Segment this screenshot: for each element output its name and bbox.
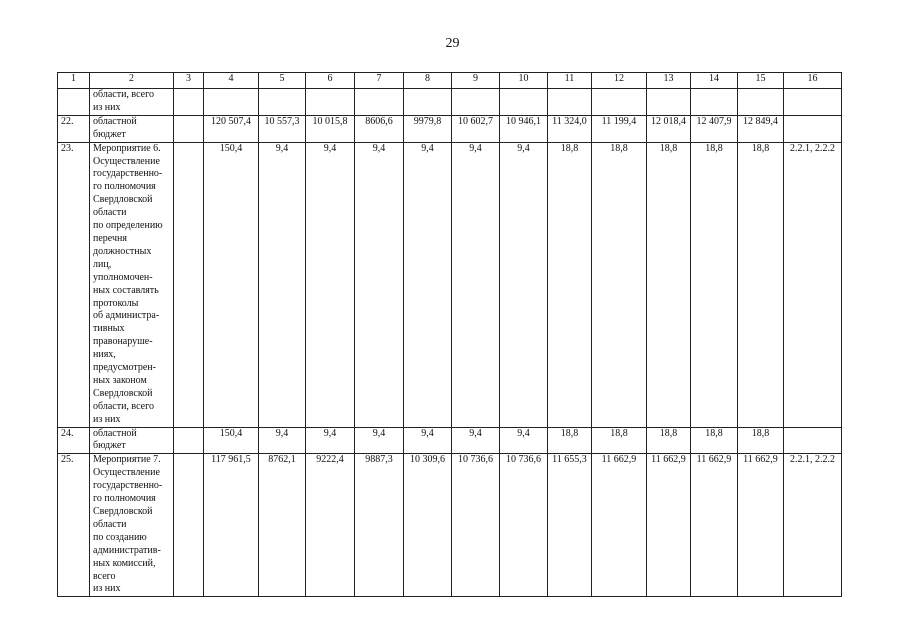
- value-cell: 12 407,9: [691, 115, 738, 142]
- value-cell: 12 849,4: [738, 115, 784, 142]
- row-name-line: уполномочен-: [93, 271, 153, 283]
- column-header: 15: [738, 73, 784, 89]
- row-name-line: Осуществление: [93, 155, 160, 167]
- target-indicators-cell: [784, 115, 842, 142]
- value-cell: 9,4: [259, 142, 306, 427]
- row-number: 25.: [58, 454, 90, 597]
- value-cell: 9,4: [500, 427, 548, 454]
- row-name-line: областной: [93, 427, 137, 439]
- row-number: 23.: [58, 142, 90, 427]
- value-cell: [259, 89, 306, 116]
- row-name-line: бюджет: [93, 128, 126, 140]
- row-name-line: перечня: [93, 232, 127, 244]
- row-name-line: из них: [93, 583, 121, 595]
- row-name-line: тивных: [93, 323, 125, 335]
- row-name-line: го полномочия: [93, 181, 156, 193]
- value-cell: 11 199,4: [592, 115, 647, 142]
- value-cell: 120 507,4: [204, 115, 259, 142]
- value-cell: 10 557,3: [259, 115, 306, 142]
- column-header: 3: [174, 73, 204, 89]
- row-name-line: правонаруше-: [93, 336, 153, 348]
- column-header: 7: [355, 73, 404, 89]
- row-name-line: административ-: [93, 544, 161, 556]
- value-cell: 18,8: [592, 142, 647, 427]
- value-cell: 18,8: [647, 427, 691, 454]
- value-cell: 10 946,1: [500, 115, 548, 142]
- row-name: [90, 89, 174, 116]
- value-cell: 9979,8: [404, 115, 452, 142]
- row-name-line: Свердловской: [93, 506, 153, 517]
- row-name-line: предусмотрен-: [93, 362, 156, 374]
- column-header: 11: [548, 73, 592, 89]
- col-3-cell: [174, 115, 204, 142]
- row-name-line: ных законом: [93, 374, 147, 386]
- value-cell: 9,4: [306, 427, 355, 454]
- column-header: 1: [58, 73, 90, 89]
- column-header: 6: [306, 73, 355, 89]
- column-header: 10: [500, 73, 548, 89]
- value-cell: 150,4: [204, 142, 259, 427]
- column-header: 13: [647, 73, 691, 89]
- table-row: [58, 427, 842, 454]
- column-header: 4: [204, 73, 259, 89]
- value-cell: 18,8: [647, 142, 691, 427]
- table-row: [58, 142, 842, 427]
- row-name-line: ниях,: [93, 349, 116, 361]
- value-cell: [592, 89, 647, 116]
- value-cell: 9,4: [306, 142, 355, 427]
- row-name: [90, 454, 174, 597]
- col-3-cell: [174, 454, 204, 597]
- value-cell: 18,8: [738, 142, 784, 427]
- target-indicators-cell: 2.2.1, 2.2.2: [784, 142, 842, 427]
- row-name-line: должностных: [93, 245, 152, 257]
- value-cell: 9,4: [500, 142, 548, 427]
- value-cell: [647, 89, 691, 116]
- row-name-line: лиц,: [93, 258, 112, 270]
- value-cell: 18,8: [691, 427, 738, 454]
- row-number: [58, 89, 90, 116]
- value-cell: [738, 89, 784, 116]
- row-name-line: областной: [93, 115, 137, 127]
- target-indicators-cell: [784, 89, 842, 116]
- value-cell: 8762,1: [259, 454, 306, 597]
- row-name-line: всего: [93, 570, 116, 582]
- row-name-line: из них: [93, 101, 121, 113]
- value-cell: 117 961,5: [204, 454, 259, 597]
- row-name-line: Осуществление: [93, 467, 160, 479]
- value-cell: 10 736,6: [452, 454, 500, 597]
- value-cell: 11 324,0: [548, 115, 592, 142]
- column-header: 9: [452, 73, 500, 89]
- value-cell: 150,4: [204, 427, 259, 454]
- row-name-line: области: [93, 207, 127, 219]
- value-cell: 11 662,9: [592, 454, 647, 597]
- row-name-line: протоколы: [93, 297, 139, 309]
- value-cell: 9222,4: [306, 454, 355, 597]
- value-cell: [306, 89, 355, 116]
- value-cell: 10 736,6: [500, 454, 548, 597]
- column-header: 8: [404, 73, 452, 89]
- value-cell: 9,4: [404, 427, 452, 454]
- table-row: [58, 89, 842, 116]
- column-header: 14: [691, 73, 738, 89]
- table-row: [58, 454, 842, 597]
- row-name-line: по созданию: [93, 531, 147, 543]
- value-cell: [691, 89, 738, 116]
- row-number: 22.: [58, 115, 90, 142]
- row-name-line: ных составлять: [93, 284, 159, 296]
- table-row: [58, 115, 842, 142]
- row-name-line: Свердловской: [93, 194, 153, 206]
- target-indicators-cell: [784, 427, 842, 454]
- value-cell: 11 662,9: [647, 454, 691, 597]
- value-cell: 9,4: [404, 142, 452, 427]
- value-cell: [204, 89, 259, 116]
- value-cell: 18,8: [738, 427, 784, 454]
- value-cell: [355, 89, 404, 116]
- row-name-line: области: [93, 518, 127, 530]
- value-cell: [404, 89, 452, 116]
- row-name: [90, 142, 174, 427]
- value-cell: 11 662,9: [738, 454, 784, 597]
- row-name-line: из них: [93, 413, 121, 425]
- row-name-line: государственно-: [93, 480, 163, 492]
- value-cell: 9,4: [355, 142, 404, 427]
- value-cell: [452, 89, 500, 116]
- value-cell: 9,4: [355, 427, 404, 454]
- row-name-line: бюджет: [93, 440, 126, 452]
- row-name-line: области, всего: [93, 400, 154, 412]
- value-cell: 18,8: [691, 142, 738, 427]
- row-name-line: Свердловской: [93, 387, 153, 399]
- row-name-line: по определению: [93, 220, 163, 232]
- row-name-line: области, всего: [93, 89, 154, 100]
- row-name-line: Мероприятие 6.: [93, 142, 161, 154]
- value-cell: 10 015,8: [306, 115, 355, 142]
- value-cell: 18,8: [548, 142, 592, 427]
- row-name-line: ных комиссий,: [93, 557, 156, 569]
- value-cell: [500, 89, 548, 116]
- value-cell: 9887,3: [355, 454, 404, 597]
- value-cell: 18,8: [592, 427, 647, 454]
- header-row: [58, 73, 842, 89]
- row-name-line: Мероприятие 7.: [93, 454, 161, 466]
- col-3-cell: [174, 427, 204, 454]
- value-cell: 9,4: [452, 427, 500, 454]
- col-3-cell: [174, 142, 204, 427]
- value-cell: 10 309,6: [404, 454, 452, 597]
- value-cell: 12 018,4: [647, 115, 691, 142]
- value-cell: 11 655,3: [548, 454, 592, 597]
- value-cell: 11 662,9: [691, 454, 738, 597]
- page-number: 29: [445, 36, 460, 51]
- row-name-line: об администра-: [93, 310, 160, 322]
- value-cell: 9,4: [259, 427, 306, 454]
- value-cell: 10 602,7: [452, 115, 500, 142]
- row-name: [90, 115, 174, 142]
- col-3-cell: [174, 89, 204, 116]
- row-name-line: го полномочия: [93, 493, 156, 505]
- value-cell: [548, 89, 592, 116]
- target-indicators-cell: 2.2.1, 2.2.2: [784, 454, 842, 597]
- column-header: 16: [784, 73, 842, 89]
- column-header: 2: [90, 73, 174, 89]
- budget-table: [57, 72, 842, 597]
- value-cell: 8606,6: [355, 115, 404, 142]
- column-header: 5: [259, 73, 306, 89]
- row-number: 24.: [58, 427, 90, 454]
- value-cell: 9,4: [452, 142, 500, 427]
- value-cell: 18,8: [548, 427, 592, 454]
- column-header: 12: [592, 73, 647, 89]
- row-name-line: государственно-: [93, 168, 163, 180]
- row-name: [90, 427, 174, 454]
